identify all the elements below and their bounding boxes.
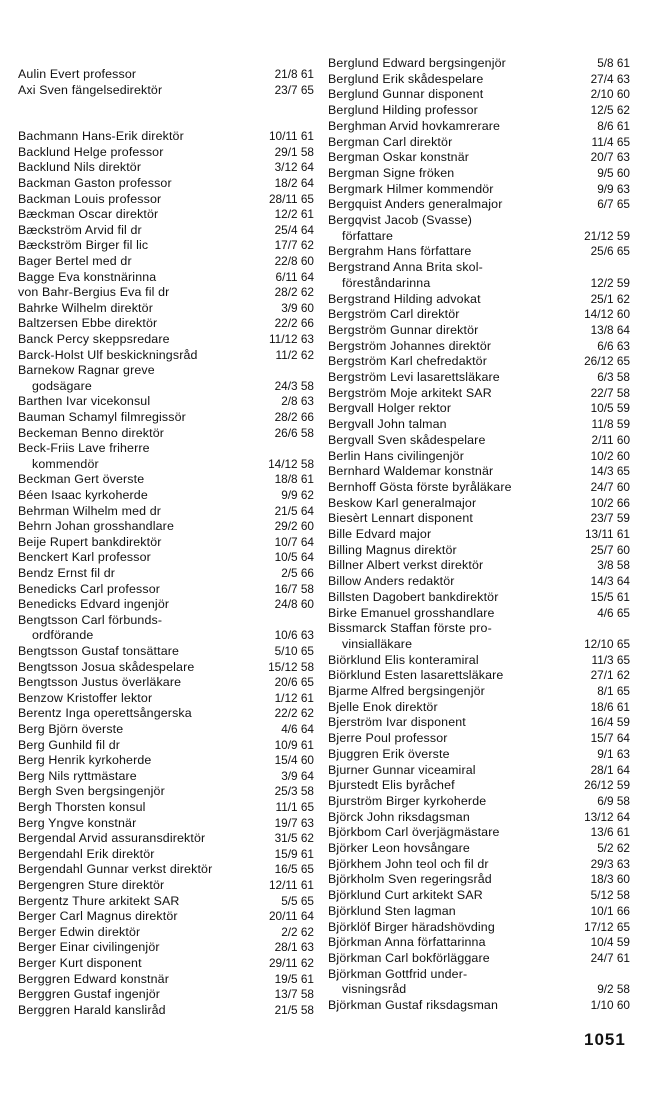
entry-date: 15/12 58 bbox=[268, 659, 314, 674]
entry-name: Beskow Karl generalmajor bbox=[328, 495, 477, 510]
entry-name: Bergström Moje arkitekt SAR bbox=[328, 385, 492, 400]
entry-date: 5/10 65 bbox=[274, 644, 314, 658]
entry-date: 11/12 63 bbox=[268, 332, 314, 346]
entry-name: Berglund Gunnar disponent bbox=[328, 87, 484, 102]
entry-date: 10/4 59 bbox=[590, 935, 630, 950]
entry-name: Bergendahl Gunnar verkst direktör bbox=[18, 862, 213, 877]
entry-name: Berg Björn överste bbox=[18, 722, 124, 736]
entry-date: 12/2 59 bbox=[590, 275, 630, 290]
entry-name: Bengtsson Justus överläkare bbox=[18, 675, 182, 690]
entry-name-continued: kommendör bbox=[32, 456, 99, 471]
entry-name: Berentz Inga operettsångerska bbox=[18, 706, 192, 721]
entry-date: 6/11 64 bbox=[275, 269, 314, 284]
entry-date: 5/5 65 bbox=[281, 893, 314, 908]
entry-name: Björkman Gottfrid under- bbox=[328, 966, 468, 981]
entry-date: 9/1 63 bbox=[597, 746, 630, 761]
entry-name: Bengtsson Carl förbunds- bbox=[18, 612, 163, 627]
entry-date: 6/7 65 bbox=[597, 197, 630, 212]
entry-date: 25/6 65 bbox=[590, 244, 630, 259]
entry-name: Berg Gunhild fil dr bbox=[18, 737, 121, 752]
entry-date: 13/11 61 bbox=[584, 527, 630, 541]
entry-date: 15/7 64 bbox=[590, 731, 630, 746]
entry-name: Bergentz Thure arkitekt SAR bbox=[18, 893, 180, 908]
entry-date: 3/9 60 bbox=[281, 300, 314, 315]
entry-date: 15/5 61 bbox=[590, 589, 630, 604]
entry-date: 14/3 65 bbox=[590, 464, 630, 479]
entry-name: Bauman Schamyl filmregissör bbox=[18, 410, 186, 424]
entry-date: 13/7 58 bbox=[274, 987, 314, 1002]
entry-name: Bæckman Oscar direktör bbox=[18, 207, 159, 222]
entry-name: Benedicks Carl professor bbox=[18, 581, 161, 596]
entry-name: Berlin Hans civilingenjör bbox=[328, 448, 464, 463]
entry-name: Bergström Johannes direktör bbox=[328, 338, 492, 353]
entry-date: 15/9 61 bbox=[274, 846, 314, 861]
entry-name-continued: ordförande bbox=[32, 628, 94, 643]
entry-name-continued: godsägare bbox=[32, 378, 92, 393]
entry-date: 5/8 61 bbox=[597, 56, 630, 70]
entry-date: 29/3 63 bbox=[590, 856, 630, 871]
entry-date: 2/10 60 bbox=[590, 87, 630, 102]
entry-name: Björklöf Birger häradshövding bbox=[328, 919, 495, 934]
entry-date: 28/1 64 bbox=[590, 762, 630, 777]
entry-date: 24/7 60 bbox=[590, 479, 630, 494]
entry-name: Bergman Signe fröken bbox=[328, 165, 455, 180]
entry-name: Barnekow Ragnar greve bbox=[18, 363, 155, 378]
entry-date: 10/5 64 bbox=[274, 550, 314, 565]
entry-date: 24/7 61 bbox=[590, 950, 630, 965]
entry-name: Bjarme Alfred bergsingenjör bbox=[328, 684, 485, 698]
entry-date: 29/1 58 bbox=[274, 144, 314, 159]
entry-date: 6/3 58 bbox=[597, 370, 630, 384]
entry-name: Bjurner Gunnar viceamiral bbox=[328, 762, 476, 777]
entry-name: Bissmarck Staffan förste pro- bbox=[328, 621, 492, 636]
entry-name: Banck Percy skeppsredare bbox=[18, 332, 170, 346]
entry-name: Berg Nils ryttmästare bbox=[18, 768, 137, 783]
entry-date: 9/9 63 bbox=[597, 181, 630, 196]
entry-date: 17/7 62 bbox=[274, 238, 314, 253]
entry-name: Bergström Gunnar direktör bbox=[328, 322, 479, 337]
entry-name: Benedicks Edvard ingenjör bbox=[18, 597, 170, 612]
entry-name: Beckman Gert överste bbox=[18, 472, 145, 487]
entry-date: 29/2 60 bbox=[274, 519, 314, 534]
entry-date: 1/12 61 bbox=[274, 690, 314, 705]
entry-name: Behrn Johan grosshandlare bbox=[18, 519, 174, 534]
entry-date: 27/4 63 bbox=[590, 71, 630, 86]
entry-date: 24/8 60 bbox=[274, 597, 314, 612]
entry-date: 3/8 58 bbox=[597, 558, 630, 573]
entry-name: Bjurstedt Elis byråchef bbox=[328, 778, 455, 793]
entry-date: 6/6 63 bbox=[597, 338, 630, 353]
entry-name: Berggren Gustaf ingenjör bbox=[18, 987, 161, 1002]
entry-name: Bjelle Enok direktör bbox=[328, 699, 438, 714]
entry-date: 8/6 61 bbox=[597, 118, 630, 133]
entry-date: 23/7 59 bbox=[590, 511, 630, 526]
entry-date: 22/2 66 bbox=[274, 316, 314, 331]
entry-name: Bjerström Ivar disponent bbox=[328, 715, 466, 730]
entry-name: Bæckström Arvid fil dr bbox=[18, 222, 142, 237]
entry-name: Bergengren Sture direktör bbox=[18, 878, 165, 892]
entry-name: Björkhem John teol och fil dr bbox=[328, 856, 489, 871]
entry-name: Björkbom Carl överjägmästare bbox=[328, 825, 500, 840]
entry-name: Aulin Evert professor bbox=[18, 67, 137, 81]
entry-date: 11/1 65 bbox=[275, 800, 314, 814]
entry-name: Björklund Curt arkitekt SAR bbox=[328, 888, 483, 903]
entry-name: Berglund Hilding professor bbox=[328, 103, 478, 118]
entry-name: Berglund Erik skådespelare bbox=[328, 71, 484, 86]
entry-date: 2/11 60 bbox=[591, 432, 630, 447]
entry-date: 21/8 61 bbox=[274, 67, 314, 81]
entry-name: Bengtsson Gustaf tonsättare bbox=[18, 644, 180, 658]
entry-date: 12/10 65 bbox=[584, 636, 630, 651]
entry-name-continued: föreståndarinna bbox=[342, 275, 431, 290]
entry-date: 14/12 58 bbox=[268, 456, 314, 471]
entry-date: 12/5 62 bbox=[590, 103, 630, 118]
entry-name: Backman Louis professor bbox=[18, 191, 162, 206]
entry-name: Bjuggren Erik överste bbox=[328, 746, 450, 761]
entry-date: 10/7 64 bbox=[274, 534, 314, 549]
entry-date: 26/6 58 bbox=[274, 425, 314, 440]
entry-date: 10/6 63 bbox=[274, 628, 314, 643]
entry-name: Björkman Anna författarinna bbox=[328, 935, 486, 950]
entry-name-continued: visningsråd bbox=[342, 982, 407, 997]
entry-date: 3/9 64 bbox=[281, 768, 314, 783]
entry-date: 18/6 61 bbox=[590, 699, 630, 714]
entry-name: Bahrke Wilhelm direktör bbox=[18, 300, 153, 315]
entry-date: 20/11 64 bbox=[268, 909, 314, 924]
entry-name: Bergvall Holger rektor bbox=[328, 401, 452, 416]
entry-date: 24/3 58 bbox=[274, 378, 314, 393]
entry-name: Berger Carl Magnus direktör bbox=[18, 909, 178, 924]
entry-date: 11/8 59 bbox=[591, 417, 630, 432]
entry-date: 25/7 60 bbox=[590, 542, 630, 557]
entry-name: Bergendahl Erik direktör bbox=[18, 846, 155, 861]
entry-name: Barthen Ivar vicekonsul bbox=[18, 394, 151, 409]
entry-name: Bergendal Arvid assuransdirektör bbox=[18, 831, 206, 846]
entry-date: 18/3 60 bbox=[590, 872, 630, 887]
entry-date: 13/8 64 bbox=[590, 322, 630, 337]
entry-date: 16/5 65 bbox=[274, 862, 314, 877]
entry-name: Berg Henrik kyrkoherde bbox=[18, 753, 152, 768]
entry-date: 2/8 63 bbox=[281, 394, 314, 409]
entry-name: Bergqvist Jacob (Svasse) bbox=[328, 213, 473, 227]
entry-date: 26/12 65 bbox=[584, 354, 630, 369]
entry-date: 9/5 60 bbox=[597, 165, 630, 180]
entry-date: 16/7 58 bbox=[274, 581, 314, 596]
entry-name: Bergstrand Hilding advokat bbox=[328, 291, 481, 306]
entry-name: Bagge Eva konstnärinna bbox=[18, 269, 157, 284]
entry-date: 22/8 60 bbox=[274, 254, 314, 268]
entry-name: Björck John riksdagsman bbox=[328, 809, 470, 824]
entry-date: 17/12 65 bbox=[584, 919, 630, 934]
entry-date: 8/1 65 bbox=[597, 684, 630, 698]
entry-name: Benckert Karl professor bbox=[18, 550, 151, 565]
entry-name: Biörklund Elis konteramiral bbox=[328, 652, 479, 667]
entry-date: 21/5 64 bbox=[274, 503, 314, 518]
entry-date: 23/7 65 bbox=[274, 82, 314, 97]
entry-name: Bernhard Waldemar konstnär bbox=[328, 464, 494, 479]
entry-name: Bager Bertel med dr bbox=[18, 254, 132, 268]
entry-name: Bergquist Anders generalmajor bbox=[328, 197, 503, 212]
entry-date: 10/2 60 bbox=[590, 448, 630, 463]
entry-date: 15/4 60 bbox=[274, 753, 314, 768]
entry-date: 28/2 66 bbox=[274, 410, 314, 424]
entry-name: Birke Emanuel grosshandlare bbox=[328, 605, 495, 620]
entry-name: Biesèrt Lennart disponent bbox=[328, 511, 473, 526]
entry-name: Bergman Oskar konstnär bbox=[328, 150, 470, 165]
entry-name: Bergström Levi lasarettsläkare bbox=[328, 370, 500, 384]
entry-date: 2/5 66 bbox=[281, 566, 314, 580]
entry-name: Bjerre Poul professor bbox=[328, 731, 448, 746]
entry-name: Berghman Arvid hovkamrerare bbox=[328, 118, 501, 133]
entry-name: Beije Rupert bankdirektör bbox=[18, 534, 162, 549]
entry-name: Bachmann Hans-Erik direktör bbox=[18, 129, 184, 144]
entry-name: Bendz Ernst fil dr bbox=[18, 566, 116, 580]
entry-name: Bergvall Sven skådespelare bbox=[328, 432, 486, 447]
entry-name: Bergh Thorsten konsul bbox=[18, 800, 146, 814]
entry-name: Berger Kurt disponent bbox=[18, 956, 142, 970]
entry-name: Béen Isaac kyrkoherde bbox=[18, 488, 148, 502]
entry-name: von Bahr-Bergius Eva fil dr bbox=[18, 285, 170, 300]
entry-date: 14/12 60 bbox=[584, 307, 630, 322]
entry-name: Biörklund Esten lasarettsläkare bbox=[328, 668, 504, 683]
entry-name: Billing Magnus direktör bbox=[328, 542, 457, 557]
entry-name: Behrman Wilhelm med dr bbox=[18, 503, 162, 518]
entry-date: 5/2 62 bbox=[597, 841, 630, 855]
entry-date: 14/3 64 bbox=[590, 574, 630, 589]
entry-date: 20/6 65 bbox=[274, 675, 314, 690]
entry-date: 28/1 63 bbox=[274, 940, 314, 955]
entry-date: 26/12 59 bbox=[584, 778, 630, 793]
entry-date: 25/4 64 bbox=[274, 222, 314, 237]
entry-name: Bergvall John talman bbox=[328, 417, 447, 432]
entry-date: 3/12 64 bbox=[274, 160, 314, 175]
entry-date: 9/2 58 bbox=[597, 982, 630, 997]
entry-name: Bergman Carl direktör bbox=[328, 134, 453, 149]
entry-date: 12/2 61 bbox=[274, 207, 314, 222]
entry-name: Billow Anders redaktör bbox=[328, 574, 455, 589]
entry-name: Björkholm Sven regeringsråd bbox=[328, 872, 492, 887]
entry-name: Bergmark Hilmer kommendör bbox=[328, 181, 494, 196]
entry-date: 19/5 61 bbox=[274, 971, 314, 986]
entry-date: 21/12 59 bbox=[584, 228, 630, 243]
entry-name: Beckeman Benno direktör bbox=[18, 425, 165, 440]
entry-name-continued: vinsialläkare bbox=[342, 636, 413, 651]
entry-date: 13/6 61 bbox=[590, 825, 630, 840]
entry-name: Björker Leon hovsångare bbox=[328, 841, 470, 855]
entry-date: 10/5 59 bbox=[590, 401, 630, 416]
entry-name: Billsten Dagobert bankdirektör bbox=[328, 589, 499, 604]
entry-name: Bæckström Birger fil lic bbox=[18, 238, 149, 253]
entry-date: 2/2 62 bbox=[281, 924, 314, 939]
entry-name: Björklund Sten lagman bbox=[328, 903, 456, 918]
entry-name: Bergrahm Hans författare bbox=[328, 244, 472, 259]
entry-name: Backlund Nils direktör bbox=[18, 160, 142, 175]
entry-name: Billner Albert verkst direktör bbox=[328, 558, 484, 573]
entry-name: Berggren Harald kansliråd bbox=[18, 1002, 166, 1017]
entry-name: Beck-Friis Lave friherre bbox=[18, 441, 150, 456]
entry-name: Bjurström Birger kyrkoherde bbox=[328, 793, 487, 808]
entry-date: 10/2 66 bbox=[590, 495, 630, 510]
entry-date: 28/11 65 bbox=[268, 191, 314, 206]
entry-name: Backlund Helge professor bbox=[18, 144, 164, 159]
entry-date: 10/9 61 bbox=[274, 737, 314, 752]
entry-name: Benzow Kristoffer lektor bbox=[18, 690, 153, 705]
entry-date: 11/3 65 bbox=[591, 652, 630, 667]
entry-date: 31/5 62 bbox=[274, 831, 314, 846]
entry-date: 13/12 64 bbox=[584, 809, 630, 824]
entry-date: 18/8 61 bbox=[274, 472, 314, 487]
entry-date: 4/6 64 bbox=[281, 722, 314, 736]
entry-date: 16/4 59 bbox=[590, 715, 630, 730]
entry-date: 25/1 62 bbox=[590, 291, 630, 306]
entry-date: 18/2 64 bbox=[274, 176, 314, 190]
entry-name: Bergh Sven bergsingenjör bbox=[18, 784, 165, 799]
entry-date: 12/11 61 bbox=[268, 878, 314, 892]
entry-name: Björkman Gustaf riksdagsman bbox=[328, 998, 499, 1012]
entry-name: Berger Einar civilingenjör bbox=[18, 940, 160, 955]
entry-date: 21/5 58 bbox=[274, 1002, 314, 1017]
entry-name: Axi Sven fängelsedirektör bbox=[18, 82, 163, 97]
entry-name: Berggren Edward konstnär bbox=[18, 971, 169, 986]
entry-name: Bergstrand Anna Brita skol- bbox=[328, 260, 483, 275]
entry-name: Bille Edvard major bbox=[328, 527, 432, 541]
entry-name: Berglund Edward bergsingenjör bbox=[328, 56, 506, 70]
entry-date: 10/1 66 bbox=[590, 903, 630, 918]
entry-date: 22/2 62 bbox=[274, 706, 314, 721]
entry-date: 11/2 62 bbox=[275, 347, 314, 362]
entry-date: 1/10 60 bbox=[590, 998, 630, 1012]
entry-name: Berger Edwin direktör bbox=[18, 924, 141, 939]
entry-date: 11/4 65 bbox=[591, 134, 630, 149]
entry-date: 22/7 58 bbox=[590, 385, 630, 400]
entry-name: Bergström Carl direktör bbox=[328, 307, 460, 322]
entry-date: 29/11 62 bbox=[268, 956, 314, 970]
page-number: 1051 bbox=[584, 1030, 626, 1049]
entry-name: Backman Gaston professor bbox=[18, 176, 172, 190]
entry-name: Bengtsson Josua skådespelare bbox=[18, 659, 195, 674]
entry-date: 27/1 62 bbox=[590, 668, 630, 683]
entry-name-continued: författare bbox=[342, 228, 394, 243]
entry-date: 28/2 62 bbox=[274, 285, 314, 300]
entry-date: 6/9 58 bbox=[597, 793, 630, 808]
entry-name: Bernhoff Gösta förste byråläkare bbox=[328, 479, 512, 494]
entry-name: Berg Yngve konstnär bbox=[18, 815, 137, 830]
entry-name: Björkman Carl bokförläggare bbox=[328, 950, 490, 965]
entry-date: 10/11 61 bbox=[268, 129, 314, 144]
entry-name: Barck-Holst Ulf beskickningsråd bbox=[18, 347, 198, 362]
entry-date: 20/7 63 bbox=[590, 150, 630, 165]
entry-date: 4/6 65 bbox=[597, 605, 630, 620]
entry-date: 25/3 58 bbox=[274, 784, 314, 799]
entry-name: Bergström Karl chefredaktör bbox=[328, 354, 487, 369]
entry-date: 9/9 62 bbox=[281, 488, 314, 502]
entry-date: 19/7 63 bbox=[274, 815, 314, 830]
entry-date: 5/12 58 bbox=[590, 888, 630, 903]
entry-name: Baltzersen Ebbe direktör bbox=[18, 316, 158, 331]
